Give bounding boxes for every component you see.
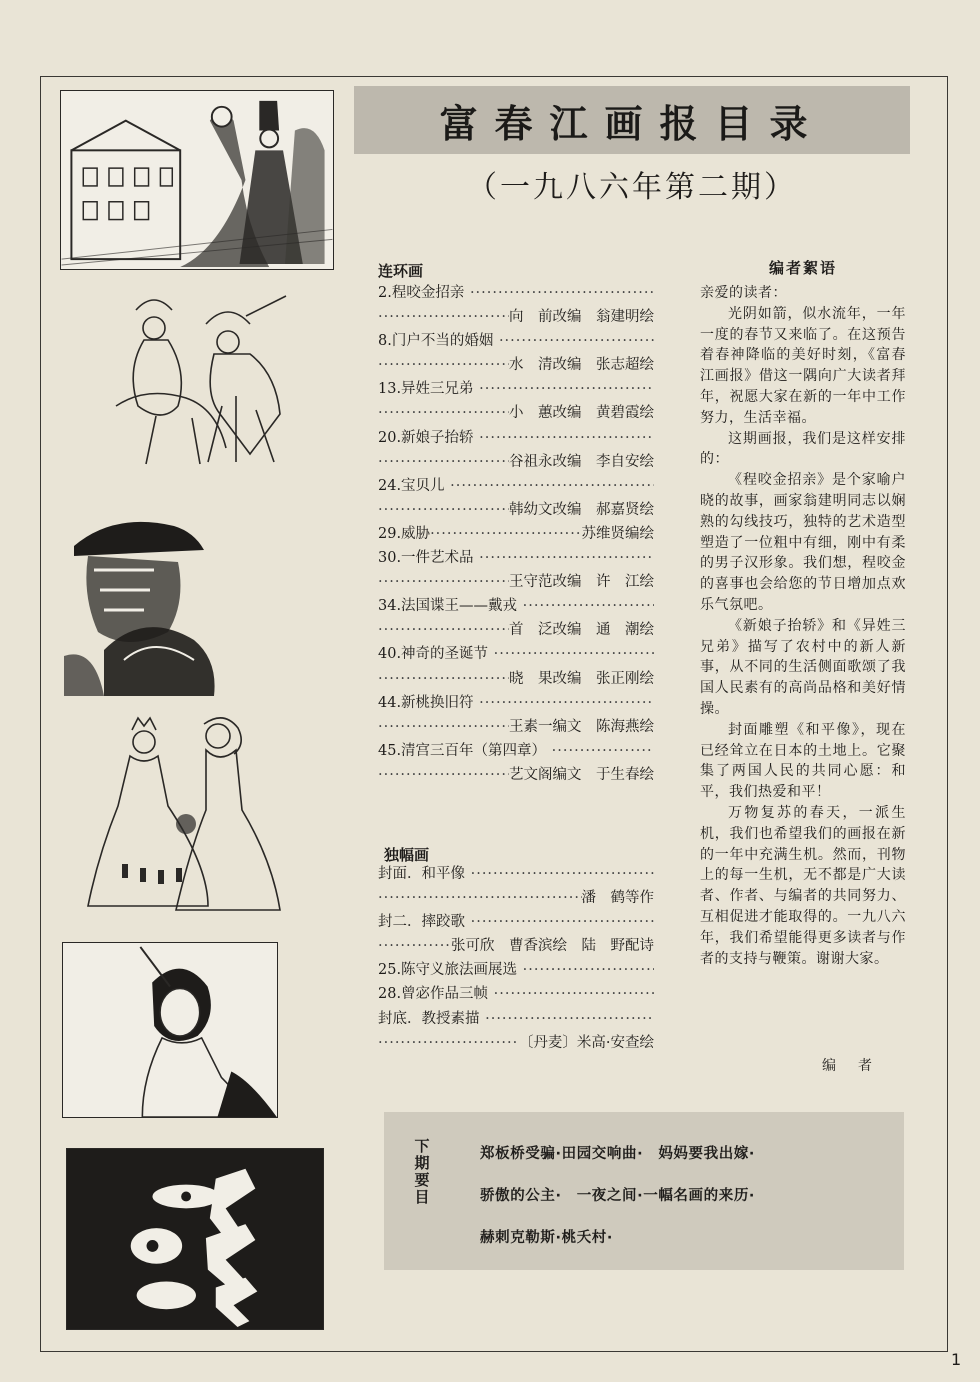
- next-issue-label: 下期要目: [414, 1137, 430, 1206]
- toc-entry-credit: [378, 667, 654, 691]
- toc-entry-title: 29.威胁: [378, 525, 431, 542]
- credit-text: 晓 果改编 张正刚绘: [509, 670, 654, 687]
- credit-text: 首 泛改编 通 潮绘: [509, 622, 654, 639]
- editor-note-paragraph: 封面雕塑《和平像》，现在已经耸立在日本的土地上。它聚集了两国人民的共同心愿：和平，我们热爱和平！: [700, 721, 906, 801]
- editor-note-salutation: 亲爱的读者：: [700, 285, 787, 301]
- toc-entry-title: 25.陈守义旅法画展选 ·····: [378, 958, 654, 982]
- toc-entry-credit: [378, 353, 654, 377]
- toc-entry-credit: [378, 498, 654, 522]
- toc-entry-credit: [378, 886, 654, 910]
- toc-entry-title: 20.新娘子抬轿 ·····: [378, 426, 654, 450]
- credit-text: 王素一编文 陈海燕绘: [509, 718, 654, 735]
- title-band: [354, 86, 910, 154]
- editor-signature: 编 者: [822, 1058, 876, 1074]
- credit-text: 韩幼文改编 郝嘉贤绘: [509, 501, 654, 518]
- toc-entry-title: 13.异姓三兄弟 ·····: [378, 377, 654, 401]
- next-issue-box: [384, 1112, 904, 1270]
- toc-entry-credit: [378, 305, 654, 329]
- editor-note-paragraph: 这期画报，我们是这样安排的：: [700, 430, 906, 468]
- toc-entry-title: 2.程咬金招亲 ·····: [378, 281, 654, 305]
- credit-text: 艺文阁编文 于生春绘: [509, 766, 654, 783]
- horse-rider-drawing: [96, 286, 300, 470]
- toc-entry-title: 28.曾宓作品三帧 ·····: [378, 982, 654, 1006]
- toc-entry-title: 封面．和平像 ·····: [378, 862, 654, 886]
- editor-note-paragraph: 《新娘子抬轿》和《异姓三兄弟》描写了农村中的新人新事，从不同的生活侧面歌颂了我国人民素有的高尚品格和美好情操。: [700, 617, 906, 717]
- soldiers-drawing: [64, 510, 228, 696]
- credit-text: 苏维贤编绘: [581, 525, 654, 542]
- next-issue-line: 赫刺克勒斯·桃夭村·: [480, 1230, 614, 1246]
- credit-text: 谷祖永改编 李自安绘: [509, 453, 654, 470]
- toc-entry-title: 45.清宫三百年（第四章） ·····: [378, 739, 654, 763]
- page-number: 1: [951, 1350, 962, 1369]
- toc-entry-title: 34.法国谍王——戴戎 ·····: [378, 594, 654, 618]
- credit-text: 水 清改编 张志超绘: [509, 357, 654, 374]
- toc-entry-title: 44.新桃换旧符 ·····: [378, 691, 654, 715]
- credit-text: 张可欣 曹香滨绘 陆 野配诗: [451, 938, 654, 955]
- serial-section-heading: 连环画: [378, 262, 424, 280]
- credit-text: 潘 鹤等作: [581, 890, 654, 907]
- editor-note-body: [700, 283, 906, 969]
- editor-note-heading: 编者絮语: [768, 259, 837, 277]
- illustration-woman-portrait: [62, 942, 278, 1118]
- toc-entry-title: 封二．摔跤歌 ·····: [378, 910, 654, 934]
- toc-entry-title: 24.宝贝儿 ·····: [378, 474, 654, 498]
- next-issue-line: 骄傲的公主· 一夜之间·一幅名画的来历·: [480, 1188, 756, 1204]
- illustration-soldiers: [64, 510, 228, 696]
- wedding-scene-drawing: [61, 91, 333, 269]
- toc-entry-credit: [378, 450, 654, 474]
- illustration-wedding-scene: [60, 90, 334, 270]
- toc-entry-title: 30.一件艺术品 ·····: [378, 546, 654, 570]
- toc-entry-title: 40.神奇的圣诞节 ·····: [378, 642, 654, 666]
- toc-entry-inline: [378, 522, 654, 546]
- toc-entry-credit: [378, 715, 654, 739]
- toc-entry-title: 封底．教授素描 ·····: [378, 1007, 654, 1031]
- editor-note-paragraph: 万物复苏的春天，一派生机，我们也希望我们的画报在新的一年中充满生机。然而，刊物上的每一生机，无不都是广大读者、作者、与编者的共同努力、互相促进才能取得的。一九八六年，我们希望能得更多读者与作者的支持与鞭策。谢谢大家。: [700, 804, 906, 967]
- two-ladies-drawing: [66, 714, 286, 912]
- credit-text: 小 蕙改编 黄碧霞绘: [509, 405, 654, 422]
- illustration-horse-rider: [96, 286, 300, 470]
- toc-entry-credit: [378, 934, 654, 958]
- magazine-contents-title: 富春江画报目录: [439, 101, 825, 146]
- editor-note-paragraph: 光阴如箭，似水流年，一年一度的春节又来临了。在这预告着春神降临的美好时刻，《富春江画报》借这一隅向广大读者拜年，祝愿大家在新的一年中工作努力，生活幸福。: [700, 305, 906, 426]
- single-toc: [378, 862, 654, 1055]
- next-issue-line: 郑板桥受骗·田园交响曲· 妈妈要我出嫁·: [480, 1146, 756, 1162]
- serial-toc: [378, 281, 654, 787]
- toc-entry-credit: [378, 1031, 654, 1055]
- toc-entry-credit: [378, 570, 654, 594]
- credit-text: 王守范改编 许 江绘: [509, 574, 654, 591]
- credit-text: 〔丹麦〕米高·安查绘: [518, 1034, 654, 1051]
- toc-entry-credit: [378, 763, 654, 787]
- issue-label: （一九八六年第二期）: [467, 170, 797, 205]
- toc-entry-credit: [378, 618, 654, 642]
- credit-text: 向 前改编 翁建明绘: [509, 309, 654, 326]
- illustration-papercut: [66, 1148, 324, 1330]
- toc-entry-credit: [378, 401, 654, 425]
- illustration-two-ladies: [66, 714, 286, 912]
- single-section-heading: 独幅画: [384, 846, 430, 864]
- woman-portrait-drawing: [63, 943, 277, 1117]
- editor-note-paragraph: 《程咬金招亲》是个家喻户晓的故事，画家翁建明同志以娴熟的勾线技巧，独特的艺术造型塑造了一位粗中有细，刚中有柔的男子汉形象。我们想，程咬金的喜事也会给您的节日增加点欢乐气氛吧。: [700, 472, 906, 613]
- papercut-drawing: [67, 1149, 323, 1329]
- toc-entry-title: 8.门户不当的婚姻 ·····: [378, 329, 654, 353]
